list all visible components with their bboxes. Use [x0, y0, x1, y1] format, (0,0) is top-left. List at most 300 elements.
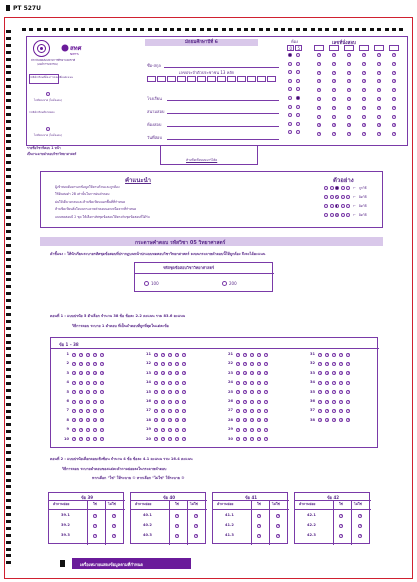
- room-bubble[interactable]: [296, 96, 300, 100]
- answer-bubble[interactable]: 2: [80, 418, 83, 422]
- id-digit-box[interactable]: [257, 76, 266, 82]
- answer-bubble[interactable]: 1: [73, 427, 76, 431]
- answer-bubble[interactable]: 4: [340, 362, 343, 366]
- room-bubble-grid[interactable]: [287, 53, 303, 143]
- room-bubble[interactable]: [288, 96, 292, 100]
- answer-bubble[interactable]: 2: [80, 371, 83, 375]
- booklet-200-bubble[interactable]: [222, 281, 227, 286]
- answer-bubble[interactable]: 3: [251, 362, 254, 366]
- answer-bubble[interactable]: 5: [265, 371, 268, 375]
- answer-bubble[interactable]: 3: [251, 352, 254, 356]
- answer-bubble[interactable]: 4: [258, 418, 261, 422]
- answer-bubble[interactable]: 5: [101, 427, 104, 431]
- answer-bubble[interactable]: 1: [319, 352, 322, 356]
- seat-bubble[interactable]: 1: [393, 62, 396, 65]
- answer-bubble[interactable]: 5: [265, 352, 268, 356]
- room-bubble[interactable]: [288, 113, 292, 117]
- answer-bubble[interactable]: 3: [333, 380, 336, 384]
- answer-bubble[interactable]: 1: [155, 409, 158, 413]
- seat-bubble[interactable]: 6: [333, 106, 336, 109]
- seat-bubble[interactable]: 3: [363, 79, 366, 83]
- answer-bubble[interactable]: 5: [101, 352, 104, 356]
- answer-bubble[interactable]: 5: [347, 399, 350, 403]
- answer-bubble[interactable]: 5: [101, 390, 104, 394]
- answer-bubble[interactable]: 4: [94, 362, 97, 366]
- booklet-100-bubble[interactable]: [144, 281, 149, 286]
- answer-bubble[interactable]: 2: [80, 380, 83, 384]
- seat-bubble[interactable]: 9: [378, 132, 381, 136]
- answer-bubble[interactable]: 5: [265, 427, 268, 431]
- room-bubble[interactable]: [296, 87, 300, 91]
- answer-bubble[interactable]: 2: [244, 409, 247, 413]
- answer-bubble[interactable]: 1: [73, 362, 76, 366]
- answer-bubble[interactable]: 5: [101, 409, 104, 413]
- answer-bubble[interactable]: 2: [162, 437, 165, 441]
- answer-bubble[interactable]: 1: [155, 399, 158, 403]
- answer-bubble[interactable]: 1: [73, 371, 76, 375]
- room-bubble[interactable]: [288, 62, 292, 66]
- answer-bubble[interactable]: 5: [347, 380, 350, 384]
- no-bubble[interactable]: 2: [277, 523, 280, 527]
- answer-bubble[interactable]: 2: [244, 418, 247, 422]
- answer-bubble[interactable]: 5: [183, 371, 186, 375]
- id-digit-box[interactable]: [197, 76, 206, 82]
- seat-bubble[interactable]: 9: [333, 132, 336, 136]
- answer-bubble[interactable]: 4: [340, 380, 343, 384]
- id-digit-box[interactable]: [157, 76, 166, 82]
- answer-bubble[interactable]: 3: [169, 437, 172, 441]
- answer-bubble[interactable]: 4: [176, 409, 179, 413]
- seat-bubble[interactable]: 2: [393, 70, 396, 74]
- answer-bubble[interactable]: 5: [265, 390, 268, 394]
- answer-bubble[interactable]: 2: [80, 362, 83, 366]
- answer-bubble[interactable]: 1: [155, 418, 158, 422]
- yes-bubble[interactable]: 1: [176, 513, 179, 517]
- room-bubble[interactable]: [296, 105, 300, 109]
- yes-bubble[interactable]: 1: [258, 533, 261, 537]
- answer-bubble[interactable]: 5: [101, 437, 104, 441]
- answer-bubble[interactable]: 3: [169, 362, 172, 366]
- answer-bubble[interactable]: 5: [183, 362, 186, 366]
- answer-bubble[interactable]: 3: [251, 418, 254, 422]
- seat-bubble[interactable]: 4: [333, 88, 336, 92]
- answer-bubble[interactable]: 1: [319, 371, 322, 375]
- id-digit-box[interactable]: [267, 76, 276, 82]
- seat-number-bubble-grid[interactable]: [311, 45, 407, 143]
- answer-bubble[interactable]: 1: [73, 352, 76, 356]
- seat-bubble[interactable]: 3: [318, 79, 321, 83]
- seat-bubble[interactable]: 1: [363, 62, 366, 65]
- no-bubble[interactable]: 2: [195, 523, 198, 527]
- answer-bubble[interactable]: 2: [326, 409, 329, 413]
- seat-bubble[interactable]: 3: [378, 79, 381, 83]
- seat-bubble[interactable]: 8: [348, 123, 351, 127]
- answer-bubble[interactable]: 3: [87, 390, 90, 394]
- answer-bubble[interactable]: 3: [333, 371, 336, 375]
- answer-bubble[interactable]: 1: [319, 362, 322, 366]
- answer-bubble[interactable]: 5: [347, 409, 350, 413]
- id-digit-box[interactable]: [167, 76, 176, 82]
- answer-bubble[interactable]: 5: [265, 409, 268, 413]
- answer-bubble[interactable]: 4: [176, 427, 179, 431]
- room-bubble[interactable]: [288, 70, 292, 74]
- no-bubble[interactable]: 2: [359, 533, 362, 537]
- answer-bubble[interactable]: 3: [87, 352, 90, 356]
- answer-bubble[interactable]: 3: [169, 409, 172, 413]
- seat-bubble[interactable]: 7: [318, 114, 321, 118]
- room-bubble[interactable]: [288, 105, 292, 109]
- yes-bubble[interactable]: 1: [340, 533, 343, 537]
- seat-bubble[interactable]: 6: [393, 106, 396, 109]
- id-digit-box[interactable]: [247, 76, 256, 82]
- answer-bubble[interactable]: 3: [251, 390, 254, 394]
- answer-bubble[interactable]: 4: [94, 437, 97, 441]
- answer-bubble[interactable]: 1: [155, 352, 158, 356]
- seat-bubble[interactable]: 6: [363, 106, 366, 109]
- answer-bubble[interactable]: 2: [244, 427, 247, 431]
- answer-bubble[interactable]: 1: [237, 437, 240, 441]
- seat-bubble[interactable]: 5: [333, 97, 336, 101]
- seat-bubble[interactable]: 8: [393, 123, 396, 127]
- room-bubble[interactable]: [296, 79, 300, 83]
- answer-bubble[interactable]: 2: [162, 371, 165, 375]
- no-bubble[interactable]: 2: [195, 513, 198, 517]
- answer-bubble[interactable]: 3: [251, 437, 254, 441]
- answer-bubble[interactable]: 4: [94, 371, 97, 375]
- answer-bubble[interactable]: 1: [155, 362, 158, 366]
- answer-bubble[interactable]: 5: [347, 418, 350, 422]
- answer-bubble[interactable]: 4: [340, 399, 343, 403]
- answer-bubble[interactable]: 3: [169, 399, 172, 403]
- answer-bubble[interactable]: 4: [94, 427, 97, 431]
- answer-bubble[interactable]: 1: [237, 371, 240, 375]
- answer-bubble[interactable]: 2: [162, 352, 165, 356]
- answer-bubble[interactable]: 1: [319, 399, 322, 403]
- answer-bubble[interactable]: 5: [183, 409, 186, 413]
- answer-bubble[interactable]: 1: [73, 437, 76, 441]
- answer-bubble[interactable]: 3: [251, 427, 254, 431]
- answer-bubble[interactable]: 1: [237, 427, 240, 431]
- seat-bubble[interactable]: 5: [393, 97, 396, 101]
- seat-bubble[interactable]: 2: [318, 70, 321, 74]
- answer-bubble[interactable]: 1: [73, 390, 76, 394]
- answer-bubble[interactable]: 4: [176, 437, 179, 441]
- answer-bubble[interactable]: 5: [183, 380, 186, 384]
- answer-bubble[interactable]: 5: [183, 390, 186, 394]
- no-bubble[interactable]: 2: [113, 513, 116, 517]
- seat-bubble[interactable]: 7: [333, 114, 336, 118]
- answer-bubble[interactable]: 1: [155, 371, 158, 375]
- seat-bubble[interactable]: 8: [333, 123, 336, 127]
- answer-bubble[interactable]: 1: [73, 399, 76, 403]
- answer-bubble[interactable]: 1: [237, 380, 240, 384]
- id-digit-box[interactable]: [207, 76, 216, 82]
- seat-bubble[interactable]: 0: [363, 53, 366, 57]
- answer-bubble[interactable]: 2: [162, 380, 165, 384]
- answer-bubble[interactable]: 2: [244, 352, 247, 356]
- answer-bubble[interactable]: 1: [73, 380, 76, 384]
- answer-bubble[interactable]: 1: [237, 390, 240, 394]
- answer-bubble[interactable]: 1: [155, 437, 158, 441]
- answer-bubble[interactable]: 2: [80, 427, 83, 431]
- answer-bubble[interactable]: 4: [258, 399, 261, 403]
- room-bubble[interactable]: [296, 62, 300, 66]
- answer-bubble[interactable]: 5: [183, 399, 186, 403]
- answer-bubble[interactable]: 5: [183, 437, 186, 441]
- answer-bubble[interactable]: 3: [87, 427, 90, 431]
- answer-bubble[interactable]: 3: [87, 409, 90, 413]
- answer-bubble[interactable]: 2: [244, 437, 247, 441]
- answer-bubble[interactable]: 3: [333, 418, 336, 422]
- answer-bubble[interactable]: 4: [340, 371, 343, 375]
- answer-bubble[interactable]: 1: [237, 352, 240, 356]
- answer-bubble[interactable]: 2: [244, 371, 247, 375]
- answer-bubble[interactable]: 3: [169, 380, 172, 384]
- seat-bubble[interactable]: 5: [348, 97, 351, 101]
- yes-bubble[interactable]: 1: [176, 523, 179, 527]
- answer-bubble[interactable]: 3: [87, 418, 90, 422]
- yes-bubble[interactable]: 1: [258, 513, 261, 517]
- yes-bubble[interactable]: 1: [94, 523, 97, 527]
- answer-bubble[interactable]: 5: [101, 399, 104, 403]
- seat-bubble[interactable]: 5: [363, 97, 366, 101]
- answer-bubble[interactable]: 4: [94, 390, 97, 394]
- answer-bubble[interactable]: 5: [265, 399, 268, 403]
- answer-bubble[interactable]: 4: [258, 362, 261, 366]
- answer-bubble[interactable]: 3: [251, 409, 254, 413]
- answer-bubble[interactable]: 3: [251, 399, 254, 403]
- yes-bubble[interactable]: 1: [258, 523, 261, 527]
- answer-bubble[interactable]: 5: [265, 437, 268, 441]
- answer-bubble[interactable]: 4: [340, 352, 343, 356]
- answer-bubble[interactable]: 5: [347, 362, 350, 366]
- seat-bubble[interactable]: 9: [363, 132, 366, 136]
- answer-bubble[interactable]: 2: [326, 352, 329, 356]
- answer-bubble[interactable]: 5: [101, 362, 104, 366]
- answer-bubble[interactable]: 1: [73, 409, 76, 413]
- seat-bubble[interactable]: 1: [333, 62, 336, 65]
- seat-bubble[interactable]: 8: [378, 123, 381, 127]
- seat-bubble[interactable]: 1: [318, 62, 321, 65]
- answer-bubble[interactable]: 3: [87, 371, 90, 375]
- answer-bubble[interactable]: 2: [326, 362, 329, 366]
- no-bubble[interactable]: 2: [113, 533, 116, 537]
- answer-bubble[interactable]: 4: [258, 352, 261, 356]
- seat-bubble[interactable]: 2: [348, 70, 351, 74]
- seat-bubble[interactable]: 9: [348, 132, 351, 136]
- answer-bubble[interactable]: 2: [326, 390, 329, 394]
- answer-bubble[interactable]: 5: [183, 418, 186, 422]
- seat-bubble[interactable]: 7: [393, 114, 396, 118]
- seat-bubble[interactable]: 8: [363, 123, 366, 127]
- answer-bubble[interactable]: 2: [326, 399, 329, 403]
- room-bubble[interactable]: [288, 53, 292, 57]
- answer-bubble[interactable]: 2: [162, 390, 165, 394]
- seat-bubble[interactable]: 8: [318, 123, 321, 127]
- answer-bubble[interactable]: 5: [101, 418, 104, 422]
- answer-bubble[interactable]: 1: [155, 427, 158, 431]
- answer-bubble[interactable]: 4: [176, 399, 179, 403]
- id-digit-box[interactable]: [147, 76, 156, 82]
- no-bubble[interactable]: 2: [359, 513, 362, 517]
- answer-bubble[interactable]: 3: [333, 399, 336, 403]
- seat-bubble[interactable]: 0: [348, 53, 351, 57]
- answer-bubble[interactable]: 3: [333, 390, 336, 394]
- answer-bubble[interactable]: 3: [169, 427, 172, 431]
- id-digit-box[interactable]: [187, 76, 196, 82]
- seat-bubble[interactable]: 7: [348, 114, 351, 118]
- answer-bubble[interactable]: 4: [258, 380, 261, 384]
- answer-bubble[interactable]: 4: [258, 409, 261, 413]
- answer-bubble[interactable]: 1: [237, 409, 240, 413]
- seat-bubble[interactable]: 7: [363, 114, 366, 118]
- room-bubble[interactable]: [296, 53, 300, 57]
- answer-bubble[interactable]: 1: [155, 390, 158, 394]
- answer-bubble[interactable]: 4: [258, 390, 261, 394]
- answer-bubble[interactable]: 4: [258, 427, 261, 431]
- answer-bubble[interactable]: 3: [333, 409, 336, 413]
- answer-bubble[interactable]: 3: [87, 362, 90, 366]
- seat-bubble[interactable]: 2: [363, 70, 366, 74]
- seat-bubble[interactable]: 0: [393, 53, 396, 57]
- answer-bubble[interactable]: 3: [87, 380, 90, 384]
- answer-bubble[interactable]: 3: [333, 362, 336, 366]
- answer-bubble[interactable]: 4: [176, 371, 179, 375]
- answer-bubble[interactable]: 1: [319, 390, 322, 394]
- seat-bubble[interactable]: 4: [393, 88, 396, 92]
- answer-bubble[interactable]: 4: [176, 418, 179, 422]
- yes-bubble[interactable]: 1: [340, 523, 343, 527]
- answer-bubble[interactable]: 2: [80, 390, 83, 394]
- answer-bubble[interactable]: 4: [176, 380, 179, 384]
- answer-bubble[interactable]: 3: [87, 437, 90, 441]
- answer-bubble[interactable]: 3: [169, 352, 172, 356]
- answer-bubble[interactable]: 2: [162, 409, 165, 413]
- seat-bubble[interactable]: 2: [378, 70, 381, 74]
- room-bubble[interactable]: [288, 122, 292, 126]
- id-digit-box[interactable]: [227, 76, 236, 82]
- id-boxes[interactable]: [147, 76, 282, 82]
- answer-bubble[interactable]: 3: [87, 399, 90, 403]
- part1-bubble-grid[interactable]: [51, 352, 379, 447]
- seat-bubble[interactable]: 9: [393, 132, 396, 136]
- seat-bubble[interactable]: 4: [363, 88, 366, 92]
- room-bubble[interactable]: [288, 87, 292, 91]
- seat-bubble[interactable]: 6: [378, 106, 381, 109]
- answer-bubble[interactable]: 2: [326, 418, 329, 422]
- answer-bubble[interactable]: 4: [258, 371, 261, 375]
- room-bubble[interactable]: [288, 79, 292, 83]
- answer-bubble[interactable]: 4: [176, 390, 179, 394]
- room-bubble[interactable]: [288, 130, 292, 134]
- answer-bubble[interactable]: 1: [237, 362, 240, 366]
- answer-bubble[interactable]: 2: [326, 371, 329, 375]
- yes-bubble[interactable]: 1: [94, 513, 97, 517]
- answer-bubble[interactable]: 4: [94, 409, 97, 413]
- seat-bubble[interactable]: 2: [333, 70, 336, 74]
- room-bubble[interactable]: [296, 70, 300, 74]
- answer-bubble[interactable]: 4: [340, 390, 343, 394]
- answer-bubble[interactable]: 3: [169, 418, 172, 422]
- seat-bubble[interactable]: 4: [348, 88, 351, 92]
- no-bubble[interactable]: 2: [359, 523, 362, 527]
- answer-bubble[interactable]: 1: [319, 380, 322, 384]
- answer-bubble[interactable]: 2: [80, 437, 83, 441]
- seat-bubble[interactable]: 7: [378, 114, 381, 118]
- seat-bubble[interactable]: 1: [378, 62, 381, 65]
- answer-bubble[interactable]: 2: [162, 427, 165, 431]
- answer-bubble[interactable]: 4: [94, 418, 97, 422]
- answer-bubble[interactable]: 1: [319, 418, 322, 422]
- answer-bubble[interactable]: 2: [162, 399, 165, 403]
- answer-bubble[interactable]: 1: [237, 399, 240, 403]
- no-bubble[interactable]: 2: [195, 533, 198, 537]
- yes-bubble[interactable]: 1: [94, 533, 97, 537]
- absent-bubble[interactable]: [46, 127, 50, 131]
- answer-bubble[interactable]: 5: [183, 352, 186, 356]
- answer-bubble[interactable]: 2: [244, 399, 247, 403]
- answer-bubble[interactable]: 3: [333, 352, 336, 356]
- room-bubble[interactable]: [296, 113, 300, 117]
- answer-bubble[interactable]: 3: [251, 380, 254, 384]
- answer-bubble[interactable]: 5: [265, 418, 268, 422]
- yes-bubble[interactable]: 1: [340, 513, 343, 517]
- answer-bubble[interactable]: 2: [244, 380, 247, 384]
- answer-bubble[interactable]: 2: [244, 390, 247, 394]
- seat-bubble[interactable]: 5: [318, 97, 321, 101]
- answer-bubble[interactable]: 4: [258, 437, 261, 441]
- no-bubble[interactable]: 2: [277, 513, 280, 517]
- seat-bubble[interactable]: 1: [348, 62, 351, 65]
- answer-bubble[interactable]: 3: [251, 371, 254, 375]
- answer-bubble[interactable]: 4: [340, 409, 343, 413]
- seat-bubble[interactable]: 3: [393, 79, 396, 83]
- answer-bubble[interactable]: 5: [265, 380, 268, 384]
- answer-bubble[interactable]: 2: [162, 418, 165, 422]
- seat-bubble[interactable]: 6: [318, 106, 321, 109]
- id-digit-box[interactable]: [177, 76, 186, 82]
- answer-bubble[interactable]: 4: [94, 399, 97, 403]
- seat-bubble[interactable]: 4: [318, 88, 321, 92]
- seat-bubble[interactable]: 6: [348, 106, 351, 109]
- answer-bubble[interactable]: 4: [94, 380, 97, 384]
- seat-bubble[interactable]: 0: [318, 53, 321, 57]
- id-digit-box[interactable]: [237, 76, 246, 82]
- room-bubble[interactable]: [296, 122, 300, 126]
- answer-bubble[interactable]: 2: [326, 380, 329, 384]
- id-digit-box[interactable]: [217, 76, 226, 82]
- answer-bubble[interactable]: 5: [101, 380, 104, 384]
- change-bubble[interactable]: [46, 92, 50, 96]
- answer-bubble[interactable]: 5: [347, 371, 350, 375]
- yes-bubble[interactable]: 1: [176, 533, 179, 537]
- answer-bubble[interactable]: 4: [94, 352, 97, 356]
- answer-bubble[interactable]: 1: [319, 409, 322, 413]
- answer-bubble[interactable]: 2: [244, 362, 247, 366]
- seat-bubble[interactable]: 0: [378, 53, 381, 57]
- no-bubble[interactable]: 2: [277, 533, 280, 537]
- answer-bubble[interactable]: 3: [169, 371, 172, 375]
- room-bubble[interactable]: [296, 130, 300, 134]
- answer-bubble[interactable]: 4: [340, 418, 343, 422]
- answer-bubble[interactable]: 2: [80, 399, 83, 403]
- answer-bubble[interactable]: 4: [176, 352, 179, 356]
- answer-bubble[interactable]: 1: [237, 418, 240, 422]
- answer-bubble[interactable]: 5: [347, 390, 350, 394]
- answer-bubble[interactable]: 5: [101, 371, 104, 375]
- no-bubble[interactable]: 2: [113, 523, 116, 527]
- answer-bubble[interactable]: 4: [176, 362, 179, 366]
